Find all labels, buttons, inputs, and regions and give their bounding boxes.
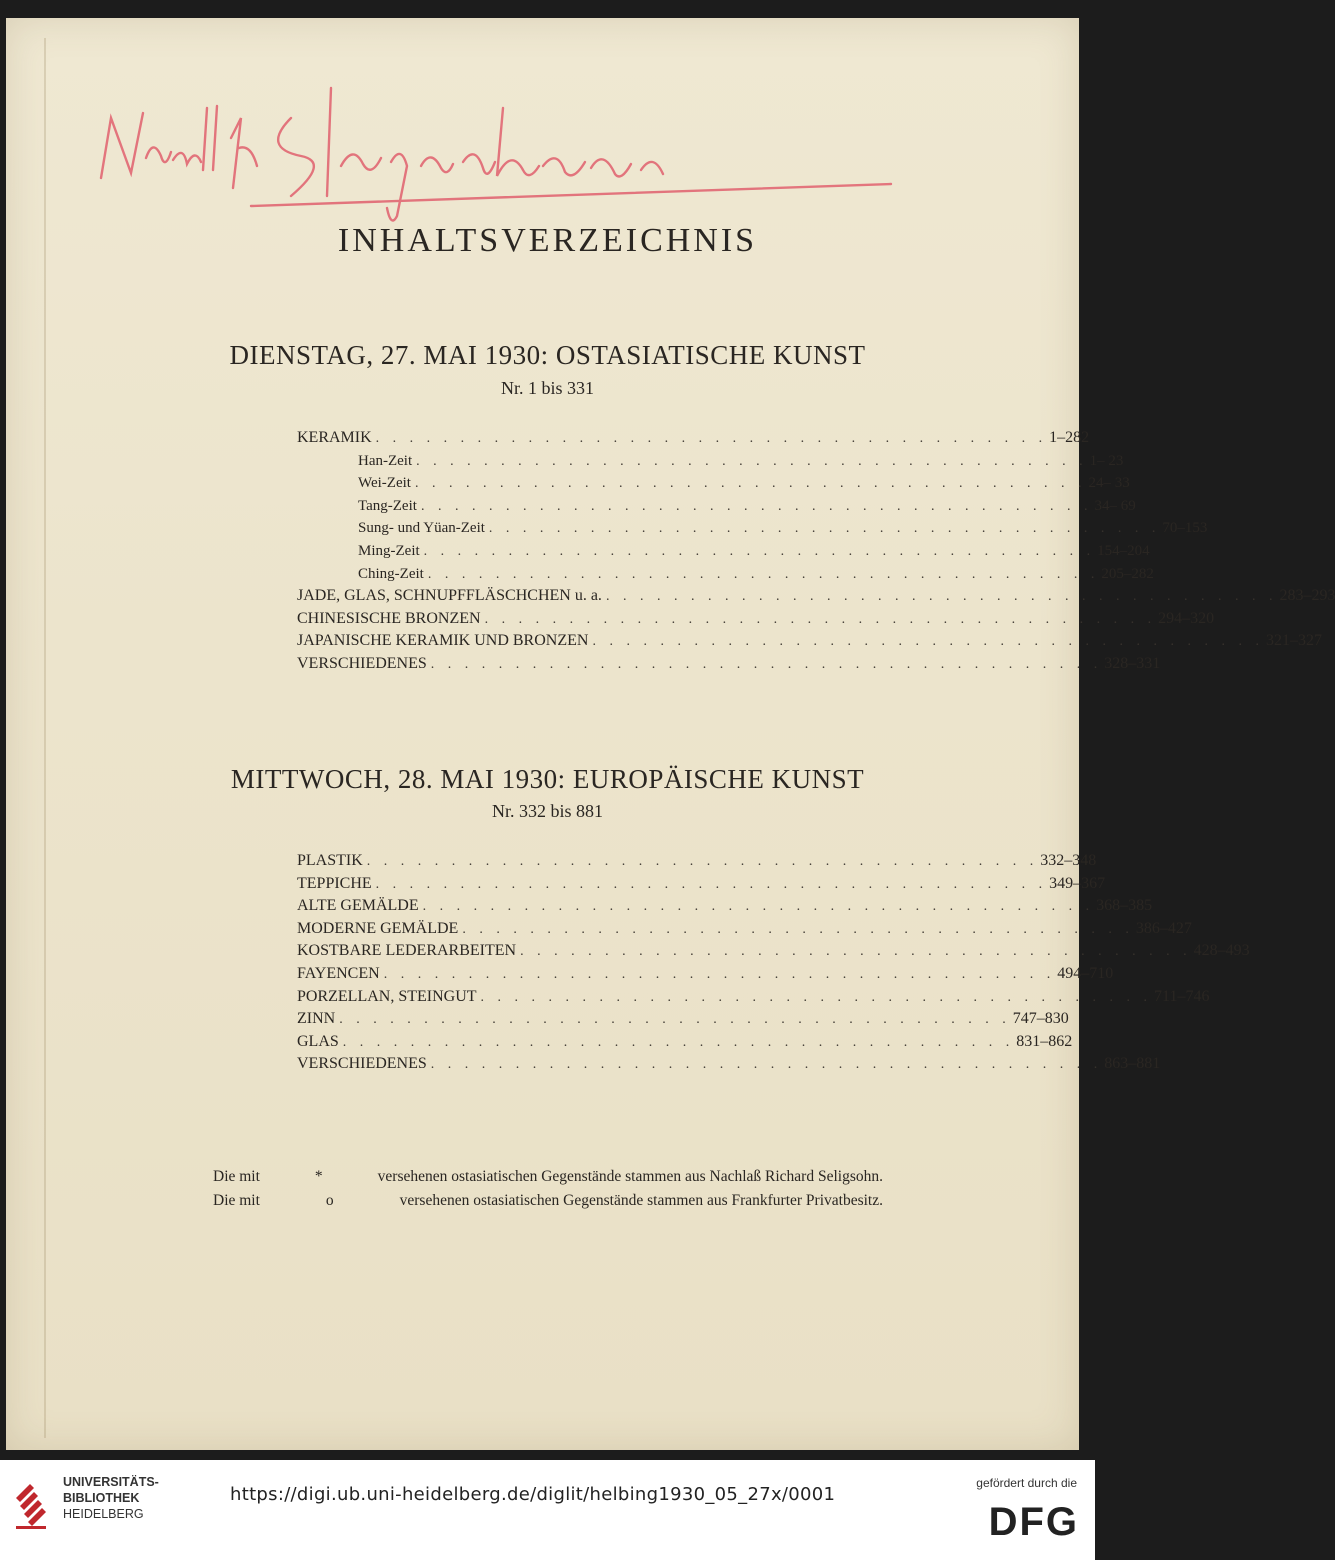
dot-leader: . . . . . . . . . . . . . . . . . . . . . . . . . . . . . . . . . . . . . . . . xyxy=(462,921,1134,937)
toc-entry xyxy=(297,895,1153,918)
toc-entry xyxy=(297,630,1322,653)
footnote-prefix: Die mit xyxy=(213,1192,260,1209)
toc-entry-label: VERSCHIEDENES xyxy=(297,1055,427,1073)
toc-entry-label: Sung- und Yüan-Zeit xyxy=(358,520,485,537)
permalink-url[interactable]: https://digi.ub.uni-heidelberg.de/diglit/helbing1930_05_27x/0001 xyxy=(230,1484,836,1505)
section-number-range: Nr. 332 bis 881 xyxy=(491,801,603,821)
toc-subentry xyxy=(297,563,1154,586)
toc-subentry xyxy=(297,472,1130,495)
contents-list xyxy=(297,850,1250,1076)
toc-entry-range: 328–331 xyxy=(1104,654,1161,672)
toc-entry-label: CHINESISCHE BRONZEN xyxy=(297,609,481,627)
dot-leader: . . . . . . . . . . . . . . . . . . . . . . . . . . . . . . . . . . . . . . . . xyxy=(416,453,1088,469)
dot-leader: . . . . . . . . . . . . . . . . . . . . . . . . . . . . . . . . . . . . . . . . xyxy=(423,543,1096,559)
toc-entry-label: Ming-Zeit xyxy=(358,542,420,559)
footnote-text: versehenen ostasiatischen Gegenstände stammen aus Frankfurter Privatbesitz. xyxy=(399,1192,883,1209)
toc-entry xyxy=(297,653,1161,676)
handwritten-signature xyxy=(91,78,901,228)
document-title: INHALTSVERZEICHNIS xyxy=(337,222,758,259)
toc-entry xyxy=(297,918,1192,941)
university-library-logo-icon xyxy=(12,1476,58,1534)
dfg-logo: DFG xyxy=(988,1500,1079,1544)
toc-entry xyxy=(297,850,1097,873)
library-footer xyxy=(0,1460,1095,1560)
toc-entry-label: Wei-Zeit xyxy=(358,475,411,492)
toc-entry xyxy=(297,608,1215,631)
toc-entry xyxy=(297,986,1210,1009)
toc-entry-range: 332–348 xyxy=(1040,852,1097,869)
toc-entry-range: 831–862 xyxy=(1016,1032,1073,1050)
toc-entry-range: 34– 69 xyxy=(1094,497,1136,514)
footnote-marker: * xyxy=(314,1168,323,1185)
toc-entry-range: 386–427 xyxy=(1135,919,1192,937)
toc-entry-range: 428–493 xyxy=(1193,942,1250,960)
toc-entry-label: Ching-Zeit xyxy=(358,565,424,582)
toc-entry-range: 1– 23 xyxy=(1089,452,1124,469)
institution-name: UNIVERSITÄTS- BIBLIOTHEK HEIDELBERG xyxy=(63,1475,159,1521)
toc-entry-label: MODERNE GEMÄLDE xyxy=(297,919,459,937)
funding-caption: gefördert durch die xyxy=(976,1476,1077,1490)
toc-entry-label: PORZELLAN, STEINGUT xyxy=(297,987,477,1005)
footnote-prefix: Die mit xyxy=(213,1168,260,1185)
toc-entry-range: 349–367 xyxy=(1049,874,1106,892)
dot-leader: . . . . . . . . . . . . . . . . . . . . . . . . . . . . . . . . . . . . . . . . xyxy=(342,1034,1015,1050)
toc-subentry xyxy=(297,540,1150,563)
dot-leader: . . . . . . . . . . . . . . . . . . . . . . . . . . . . . . . . . . . . . . . . xyxy=(430,656,1103,672)
footnote-text: versehenen ostasiatischen Gegenstände stammen aus Nachlaß Richard Seligsohn. xyxy=(377,1168,883,1185)
toc-entry xyxy=(297,873,1106,896)
section-heading: DIENSTAG, 27. MAI 1930: OSTASIATISCHE KUNST xyxy=(229,340,866,370)
toc-entry xyxy=(297,1053,1161,1076)
section-heading: MITTWOCH, 28. MAI 1930: EUROPÄISCHE KUNST xyxy=(230,764,865,794)
dot-leader: . . . . . . . . . . . . . . . . . . . . . . . . . . . . . . . . . . . . . . . . xyxy=(420,498,1093,514)
toc-entry-label: Han-Zeit xyxy=(358,452,413,469)
toc-entry-label: PLASTIK xyxy=(297,852,363,869)
dot-leader: . . . . . . . . . . . . . . . . . . . . . . . . . . . . . . . . . . . . . . . . xyxy=(366,854,1039,869)
dot-leader: . . . . . . . . . . . . . . . . . . . . . . . . . . . . . . . . . . . . . . . . xyxy=(422,899,1095,915)
toc-entry-range: 494–710 xyxy=(1057,964,1114,982)
dot-leader: . . . . . . . . . . . . . . . . . . . . . . . . . . . . . . . . . . . . . . . . xyxy=(430,1057,1103,1073)
dot-leader: . . . . . . . . . . . . . . . . . . . . . . . . . . . . . . . . . . . . . . . . xyxy=(605,589,1278,605)
toc-entry-range: 294–320 xyxy=(1158,609,1215,627)
toc-entry-label: VERSCHIEDENES xyxy=(297,654,427,672)
toc-subentry xyxy=(297,517,1208,540)
toc-entry-range: 154–204 xyxy=(1097,542,1150,559)
toc-entry xyxy=(297,1031,1073,1054)
dot-leader: . . . . . . . . . . . . . . . . . . . . . . . . . . . . . . . . . . . . . . . . xyxy=(480,989,1153,1005)
dot-leader: . . . . . . . . . . . . . . . . . . . . . . . . . . . . . . . . . . . . . . . . xyxy=(592,634,1264,650)
dot-leader: . . . . . . . . . . . . . . . . . . . . . . . . . . . . . . . . . . . . . . . . xyxy=(375,876,1048,892)
toc-entry-range: 1–282 xyxy=(1049,429,1090,446)
footnote xyxy=(213,1192,883,1210)
toc-entry-range: 283–293 xyxy=(1279,587,1335,605)
toc-entry-label: KERAMIK xyxy=(297,429,372,446)
toc-entry xyxy=(297,427,1090,450)
dot-leader: . . . . . . . . . . . . . . . . . . . . . . . . . . . . . . . . . . . . . . . . xyxy=(427,566,1100,582)
toc-entry-range: 747–830 xyxy=(1012,1010,1069,1028)
toc-entry-range: 70–153 xyxy=(1162,520,1208,537)
toc-entry-label: KOSTBARE LEDERARBEITEN xyxy=(297,942,517,960)
toc-entry xyxy=(297,963,1114,986)
contents-list xyxy=(297,427,1335,676)
dot-leader: . . . . . . . . . . . . . . . . . . . . . . . . . . . . . . . . . . . . . . . . xyxy=(484,611,1157,627)
toc-entry-range: 205–282 xyxy=(1101,565,1154,582)
toc-subentry xyxy=(297,450,1124,473)
toc-entry-label: FAYENCEN xyxy=(297,964,380,982)
toc-entry xyxy=(297,940,1250,963)
footnote-marker: o xyxy=(325,1192,334,1209)
dot-leader: . . . . . . . . . . . . . . . . . . . . . . . . . . . . . . . . . . . . . . . . xyxy=(375,431,1048,446)
toc-entry-range: 368–385 xyxy=(1096,897,1153,915)
toc-entry-label: JADE, GLAS, SCHNUPFFLÄSCHCHEN u. a. xyxy=(297,587,602,605)
dot-leader: . . . . . . . . . . . . . . . . . . . . . . . . . . . . . . . . . . . . . . . . xyxy=(383,966,1056,982)
toc-entry xyxy=(297,585,1335,608)
footnote xyxy=(213,1168,883,1186)
dot-leader: . . . . . . . . . . . . . . . . . . . . . . . . . . . . . . . . . . . . . . . . xyxy=(488,521,1161,537)
dot-leader: . . . . . . . . . . . . . . . . . . . . . . . . . . . . . . . . . . . . . . . . xyxy=(414,476,1087,492)
dot-leader: . . . . . . . . . . . . . . . . . . . . . . . . . . . . . . . . . . . . . . . . xyxy=(339,1012,1011,1028)
toc-entry xyxy=(297,1008,1069,1031)
toc-entry-range: 24– 33 xyxy=(1088,475,1130,492)
toc-entry-label: TEPPICHE xyxy=(297,874,372,892)
toc-entry-label: Tang-Zeit xyxy=(358,497,417,514)
toc-entry-label: GLAS xyxy=(297,1032,339,1050)
section-number-range: Nr. 1 bis 331 xyxy=(500,378,594,398)
toc-subentry xyxy=(297,495,1136,518)
toc-entry-label: JAPANISCHE KERAMIK UND BRONZEN xyxy=(297,632,589,650)
toc-entry-range: 321–327 xyxy=(1265,632,1322,650)
toc-entry-range: 711–746 xyxy=(1154,987,1210,1005)
toc-entry-label: ALTE GEMÄLDE xyxy=(297,897,419,915)
toc-entry-label: ZINN xyxy=(297,1010,336,1028)
dot-leader: . . . . . . . . . . . . . . . . . . . . . . . . . . . . . . . . . . . . . . . . xyxy=(520,944,1192,960)
toc-entry-range: 863–881 xyxy=(1104,1055,1161,1073)
